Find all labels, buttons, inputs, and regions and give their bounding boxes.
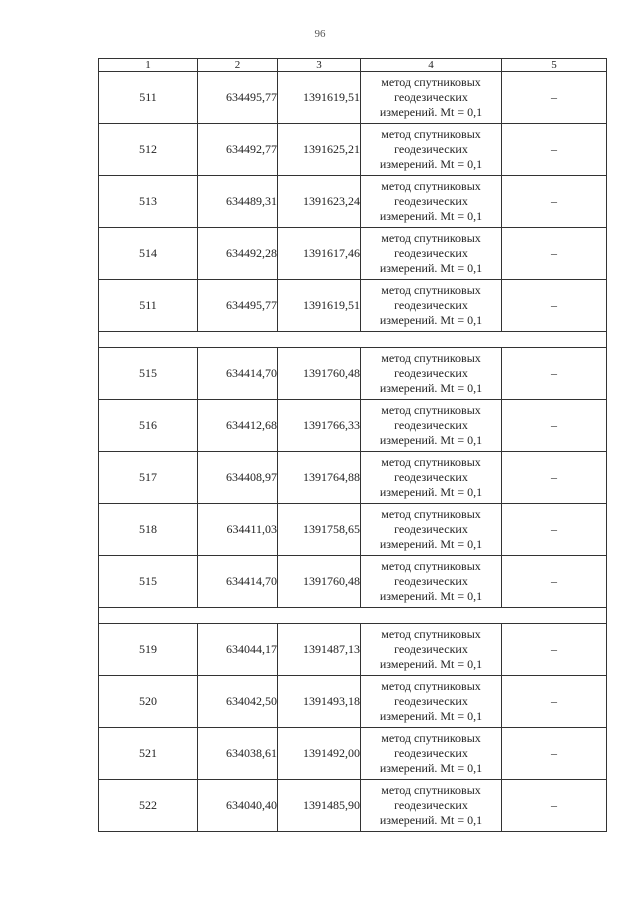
point-number-cell: 513 [99,176,198,228]
y-coordinate-cell: 1391617,46 [278,228,361,280]
method-text-line: измерений. Mt = 0,1 [379,105,483,119]
column-header: 5 [502,59,607,72]
method-text-line: измерений. Mt = 0,1 [379,657,483,671]
note-cell: – [502,400,607,452]
method-text-line: измерений. Mt = 0,1 [379,709,483,723]
method-text-line: измерений. Mt = 0,1 [379,261,483,275]
method-cell [361,728,502,780]
x-coordinate-cell: 634038,61 [198,728,278,780]
y-coordinate-cell: 1391758,65 [278,504,361,556]
table-row [99,228,607,280]
method-text-line: геодезических [394,142,468,156]
method-text-line: метод спутниковых [381,559,481,573]
method-cell [361,176,502,228]
table-row [99,676,607,728]
y-coordinate-cell: 1391766,33 [278,400,361,452]
y-coordinate-cell: 1391492,00 [278,728,361,780]
point-number-cell: 522 [99,780,198,832]
y-coordinate-cell: 1391625,21 [278,124,361,176]
method-text-line: измерений. Mt = 0,1 [379,381,483,395]
method-text-line: геодезических [394,470,468,484]
method-cell [361,228,502,280]
table-row [99,624,607,676]
method-text-line: метод спутниковых [381,455,481,469]
page-number: 96 [314,28,326,40]
x-coordinate-cell: 634042,50 [198,676,278,728]
point-number-cell: 519 [99,624,198,676]
table-row [99,176,607,228]
group-separator-row [99,332,607,348]
method-text-line: геодезических [394,298,468,312]
method-text-line: метод спутниковых [381,627,481,641]
y-coordinate-cell: 1391760,48 [278,556,361,608]
point-number-cell: 512 [99,124,198,176]
point-number-cell: 511 [99,72,198,124]
note-cell: – [502,556,607,608]
method-cell [361,624,502,676]
y-coordinate-cell: 1391487,13 [278,624,361,676]
method-text-line: метод спутниковых [381,731,481,745]
group-separator-row [99,608,607,624]
group-separator-cell [99,608,607,624]
y-coordinate-cell: 1391485,90 [278,780,361,832]
method-text-line: метод спутниковых [381,283,481,297]
x-coordinate-cell: 634492,28 [198,228,278,280]
x-coordinate-cell: 634040,40 [198,780,278,832]
table-row [99,780,607,832]
y-coordinate-cell: 1391493,18 [278,676,361,728]
method-cell [361,452,502,504]
point-number-cell: 518 [99,504,198,556]
coordinates-table-body [99,59,607,832]
column-header: 2 [198,59,278,72]
note-cell: – [502,676,607,728]
point-number-cell: 521 [99,728,198,780]
method-text-line: метод спутниковых [381,783,481,797]
x-coordinate-cell: 634044,17 [198,624,278,676]
method-text-line: измерений. Mt = 0,1 [379,589,483,603]
column-header: 4 [361,59,502,72]
point-number-cell: 515 [99,348,198,400]
method-text-line: метод спутниковых [381,679,481,693]
method-text-line: геодезических [394,798,468,812]
method-cell [361,780,502,832]
method-text-line: метод спутниковых [381,403,481,417]
point-number-cell: 511 [99,280,198,332]
table-row [99,400,607,452]
table-row [99,504,607,556]
method-text-line: метод спутниковых [381,75,481,89]
note-cell: – [502,624,607,676]
method-cell [361,556,502,608]
x-coordinate-cell: 634495,77 [198,280,278,332]
method-cell [361,280,502,332]
note-cell: – [502,452,607,504]
method-text-line: измерений. Mt = 0,1 [379,433,483,447]
y-coordinate-cell: 1391619,51 [278,72,361,124]
x-coordinate-cell: 634408,97 [198,452,278,504]
method-text-line: измерений. Mt = 0,1 [379,537,483,551]
method-cell [361,400,502,452]
method-text-line: метод спутниковых [381,179,481,193]
method-text-line: геодезических [394,246,468,260]
method-text-line: геодезических [394,642,468,656]
note-cell: – [502,228,607,280]
y-coordinate-cell: 1391760,48 [278,348,361,400]
x-coordinate-cell: 634414,70 [198,556,278,608]
table-header-row [99,59,607,72]
y-coordinate-cell: 1391619,51 [278,280,361,332]
method-text-line: геодезических [394,366,468,380]
method-cell [361,72,502,124]
x-coordinate-cell: 634492,77 [198,124,278,176]
method-text-line: геодезических [394,522,468,536]
table-row [99,72,607,124]
note-cell: – [502,780,607,832]
x-coordinate-cell: 634489,31 [198,176,278,228]
note-cell: – [502,176,607,228]
method-text-line: геодезических [394,746,468,760]
method-text-line: геодезических [394,90,468,104]
method-text-line: метод спутниковых [381,351,481,365]
y-coordinate-cell: 1391764,88 [278,452,361,504]
note-cell: – [502,504,607,556]
table-row [99,124,607,176]
table-row [99,280,607,332]
method-text-line: измерений. Mt = 0,1 [379,761,483,775]
x-coordinate-cell: 634495,77 [198,72,278,124]
point-number-cell: 520 [99,676,198,728]
method-cell [361,124,502,176]
x-coordinate-cell: 634411,03 [198,504,278,556]
method-text-line: геодезических [394,418,468,432]
method-text-line: измерений. Mt = 0,1 [379,813,483,827]
point-number-cell: 516 [99,400,198,452]
method-cell [361,676,502,728]
note-cell: – [502,728,607,780]
point-number-cell: 515 [99,556,198,608]
x-coordinate-cell: 634414,70 [198,348,278,400]
note-cell: – [502,72,607,124]
method-text-line: измерений. Mt = 0,1 [379,485,483,499]
note-cell: – [502,280,607,332]
table-row [99,556,607,608]
table-row [99,452,607,504]
method-text-line: измерений. Mt = 0,1 [379,157,483,171]
x-coordinate-cell: 634412,68 [198,400,278,452]
note-cell: – [502,348,607,400]
note-cell: – [502,124,607,176]
table-row [99,728,607,780]
method-text-line: геодезических [394,574,468,588]
method-cell [361,348,502,400]
point-number-cell: 517 [99,452,198,504]
method-text-line: метод спутниковых [381,231,481,245]
method-text-line: метод спутниковых [381,127,481,141]
table-row [99,348,607,400]
point-number-cell: 514 [99,228,198,280]
method-text-line: измерений. Mt = 0,1 [379,313,483,327]
coordinates-table [98,58,607,832]
method-text-line: измерений. Mt = 0,1 [379,209,483,223]
column-header: 3 [278,59,361,72]
method-cell [361,504,502,556]
method-text-line: геодезических [394,194,468,208]
group-separator-cell [99,332,607,348]
column-header: 1 [99,59,198,72]
method-text-line: метод спутниковых [381,507,481,521]
method-text-line: геодезических [394,694,468,708]
y-coordinate-cell: 1391623,24 [278,176,361,228]
